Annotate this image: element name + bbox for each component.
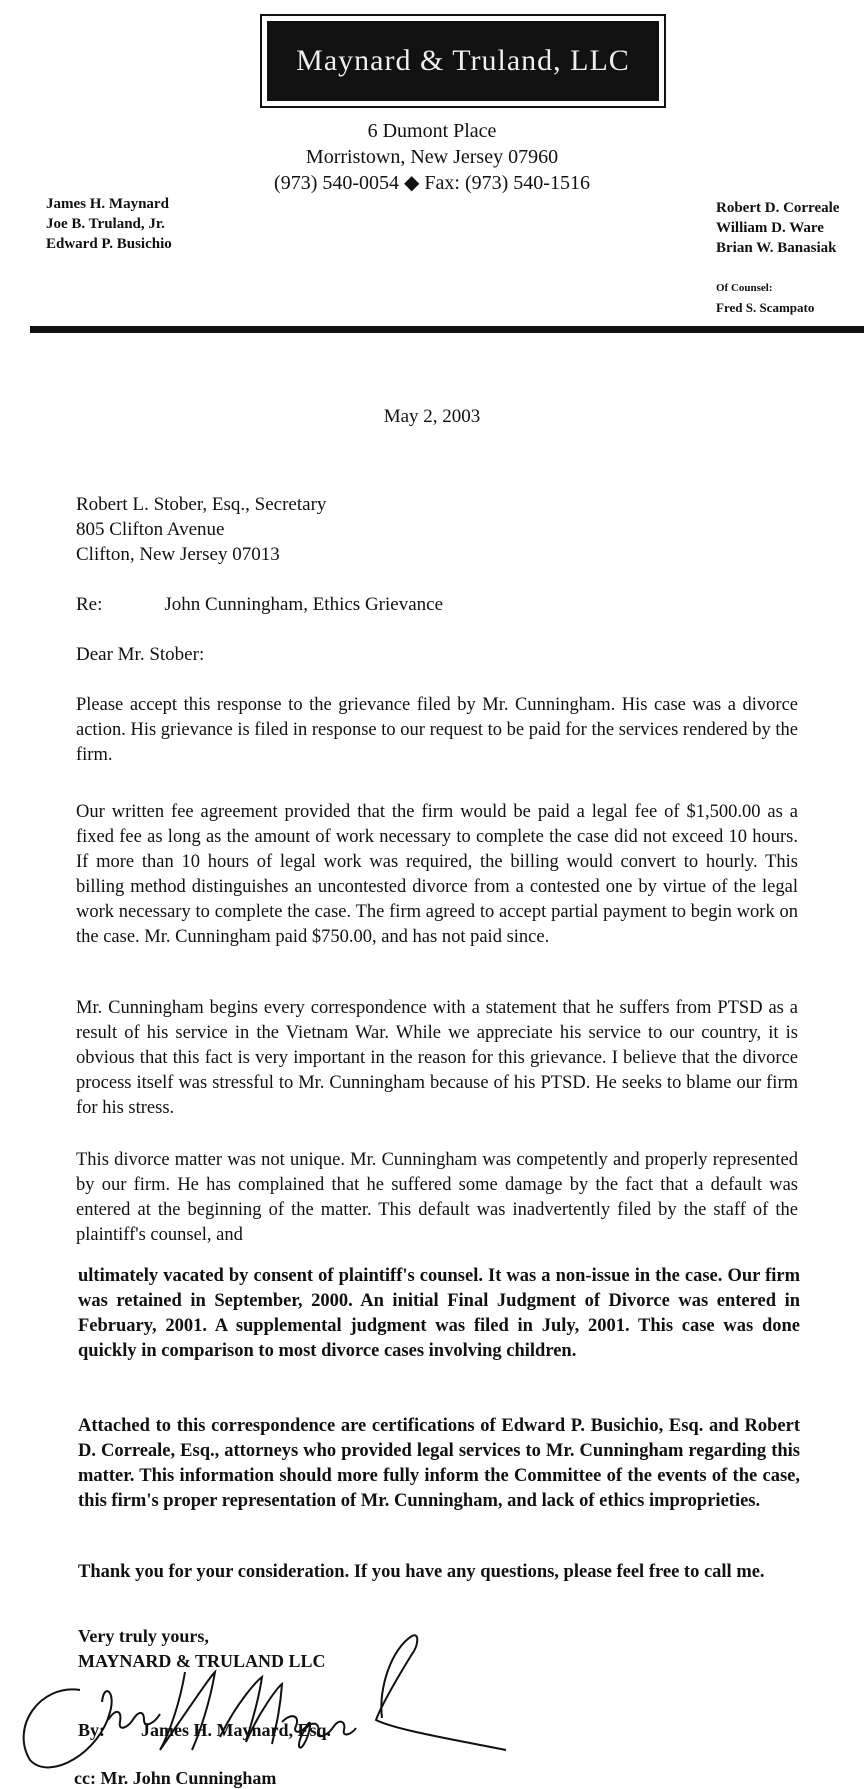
partner-name: Brian W. Banasiak <box>716 240 837 256</box>
closing-line: Very truly yours, <box>78 1626 209 1646</box>
partners-right <box>716 198 839 258</box>
body-paragraph: Thank you for your consideration. If you have any questions, please feel free to call me. <box>78 1562 765 1582</box>
partner-name: Joe B. Truland, Jr. <box>46 216 165 232</box>
body-paragraph: ultimately vacated by consent of plaintiff's counsel. It was a non-issue in the case. Our firm was retained in September, 2000. An initial Final Judgment of Divorce was entered in February, 2001. A supplemental judgment was filed in July, 2001. This case was done quickly in comparison to most divorce cases involving children. <box>78 1266 800 1361</box>
firm-address <box>0 118 864 196</box>
recipient-address <box>76 492 326 567</box>
recipient-line: Clifton, New Jersey 07013 <box>76 544 280 565</box>
firm-signature-name: MAYNARD & TRULAND LLC <box>78 1651 326 1671</box>
by-label: By: <box>78 1720 105 1740</box>
address-line: Morristown, New Jersey 07960 <box>305 146 559 168</box>
body-paragraph: Our written fee agreement provided that the firm would be paid a legal fee of $1,500.00 as a fixed fee as long as the amount of work necessary to complete the case did not exceed 10 hours. If more than 10 hours of legal work was required, the billing would convert to hourly. This billing method distinguishes an uncontested divorce from a contested one by virtue of the legal work necessary to complete the case. The firm agreed to accept partial payment to begin work on the case. Mr. Cunningham paid $750.00, and has not paid since. <box>76 802 798 947</box>
firm-logo-text: Maynard & Truland, LLC <box>267 21 659 101</box>
address-phone-fax: (973) 540-0054 ◆ Fax: (973) 540-1516 <box>274 172 590 194</box>
of-counsel-name: Fred S. Scampato <box>716 300 815 315</box>
of-counsel-label: Of Counsel: <box>716 282 773 294</box>
salutation: Dear Mr. Stober: <box>76 644 205 665</box>
of-counsel <box>716 278 814 318</box>
cc-line: cc: Mr. John Cunningham <box>74 1768 277 1788</box>
firm-logo <box>260 14 666 108</box>
re-label: Re: <box>76 594 103 615</box>
handwritten-signature <box>10 1632 530 1782</box>
partner-name: James H. Maynard <box>46 196 169 212</box>
body-paragraph: Mr. Cunningham begins every correspondence with a statement that he suffers from PTSD as a result of his service in the Vietnam War. While we appreciate his service to our country, it is obvious that this fact is very important in the reason for this grievance. I believe that the divorce process itself was stressful to Mr. Cunningham because of his PTSD. He seeks to blame our firm for his stress. <box>76 998 798 1118</box>
body-paragraph: Attached to this correspondence are certifications of Edward P. Busichio, Esq. and Robert D. Correale, Esq., attorneys who provided legal services to Mr. Cunningham regarding this matter. This information should more fully inform the Committee of the events of the case, this firm's proper representation of Mr. Cunningham, and lack of ethics improprieties. <box>78 1416 800 1511</box>
subject-line <box>76 594 443 616</box>
letter-date: May 2, 2003 <box>383 406 481 427</box>
recipient-line: 805 Clifton Avenue <box>76 519 225 540</box>
letterhead-divider <box>30 326 864 333</box>
partner-name: William D. Ware <box>716 220 824 236</box>
address-line: 6 Dumont Place <box>367 120 497 142</box>
body-paragraph: Please accept this response to the grievance filed by Mr. Cunningham. His case was a divorce action. His grievance is filed in response to our request to be paid for the services rendered by the firm. <box>76 695 798 765</box>
partner-name: Robert D. Correale <box>716 200 840 216</box>
re-subject: John Cunningham, Ethics Grievance <box>164 594 443 615</box>
body-paragraph: This divorce matter was not unique. Mr. Cunningham was competently and properly represented by our firm. He has complained that he suffered some damage by the fact that a default was entered at the beginning of the matter. This default was inadvertently filed by the staff of the plaintiff's counsel, and <box>76 1150 798 1245</box>
partner-name: Edward P. Busichio <box>46 236 172 252</box>
partners-left <box>46 194 172 254</box>
recipient-line: Robert L. Stober, Esq., Secretary <box>76 494 327 515</box>
signatory-line <box>78 1720 331 1741</box>
signatory-name: James H. Maynard, Esq. <box>141 1720 332 1740</box>
